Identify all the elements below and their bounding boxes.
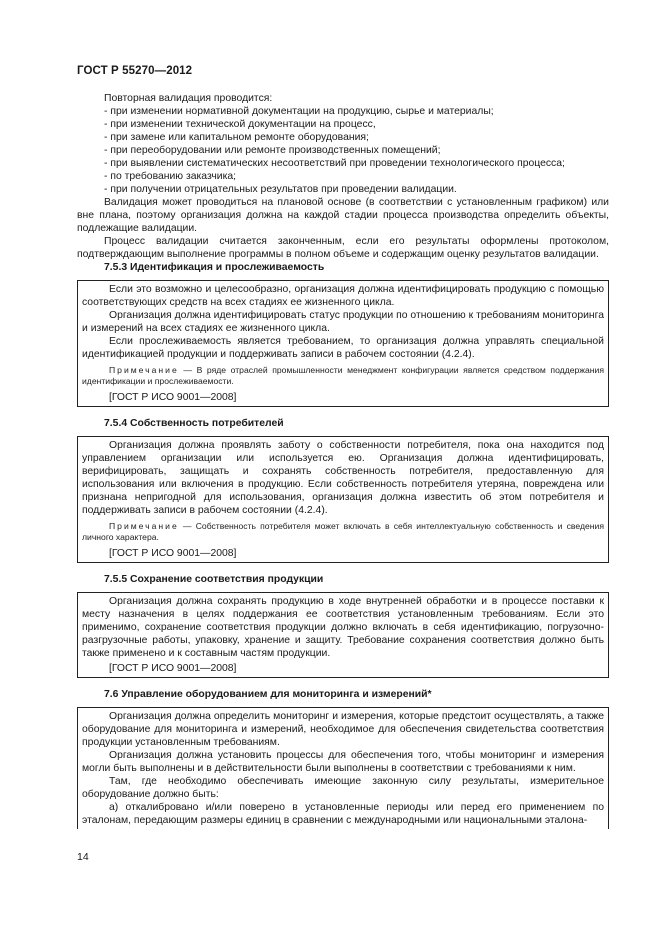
- document-header: ГОСТ Р 55270—2012: [77, 65, 193, 77]
- list-item: - при выявлении систематических несоответствий при проведении технологического процесса;: [104, 158, 565, 169]
- note-text: — В ряде отраслей промышленности менеджмент конфигурации является средством поддержания идентификации и прослеживаемости.: [82, 365, 604, 386]
- list-item: - при замене или капитальном ремонте оборудования;: [104, 132, 369, 143]
- paragraph: Организация должна сохранять продукцию в ходе внутренней обработки и в процессе поставки к месту назначения в целях поддержания ее соответствия установленным требованиям. Если это применимо, сохранение соответствия продукции должно включать в себя идентификацию, погрузочно-разгрузочные работы, упаковку, хранение и защиту. Требование сохранения соответствия должно быть также применено и к составным частям продукции.: [82, 596, 604, 659]
- quote-box-7-6: [77, 707, 609, 829]
- section-heading-7-5-5: 7.5.5 Сохранение соответствия продукции: [104, 574, 324, 585]
- list-item: - при изменении технической документации на процесс,: [104, 119, 376, 130]
- quote-box-7-5-3: [77, 280, 609, 407]
- note: [82, 365, 604, 387]
- section-heading-7-5-3: 7.5.3 Идентификация и прослеживаемость: [104, 262, 325, 273]
- paragraph: Организация должна установить процессы для обеспечения того, чтобы мониторинг и измерения могли быть выполнены и в действительности были выполнены в соответствии с требованиями к ним.: [82, 750, 604, 774]
- quote-box-7-5-5: [77, 592, 609, 678]
- intro-lead: Повторная валидация проводится:: [104, 93, 273, 104]
- intro-paragraph: Валидация может проводиться на плановой основе (в соответствии с установленным графиком) или вне плана, поэтому организация должна на каждой стадии процесса производства определить объекты, подлежащие валидации.: [77, 197, 609, 234]
- intro-paragraph: Процесс валидации считается законченным, если его результаты оформлены протоколом, подтверждающим выполнение программы в полном объеме и содержащим оценку результатов валидации.: [77, 236, 609, 260]
- paragraph: Организация должна проявлять заботу о собственности потребителя, пока она находится под управлением организации или используется ею. Организация должна идентифицировать, верифицировать, защищать и сохранять собственность потребителя, предоставленную для использования или включения в продукцию. Если собственность потребителя утеряна, повреждена или признана непригодной для использования, организация должна известить об этом потребителя и поддерживать записи в рабочем состоянии (4.2.4).: [82, 440, 604, 516]
- page-number: 14: [77, 851, 89, 863]
- paragraph: а) откалибровано и/или поверено в установленные периоды или перед его применением по эталонам, передающим размеры единиц в сравнении с международными или национальными эталона-: [82, 802, 604, 826]
- paragraph: Если прослеживаемость является требованием, то организация должна управлять специальной идентификацией продукции и поддерживать записи в рабочем состоянии (4.2.4).: [82, 336, 604, 360]
- note-label: Примечание: [109, 521, 179, 531]
- standard-reference: [ГОСТ Р ИСО 9001—2008]: [109, 392, 237, 403]
- list-item: - по требованию заказчика;: [104, 171, 237, 182]
- quote-box-7-5-4: [77, 436, 609, 563]
- paragraph: Если это возможно и целесообразно, организация должна идентифицировать продукцию с помощью соответствующих средств на всех стадиях ее жизненного цикла.: [82, 284, 604, 308]
- page-content: [77, 92, 609, 829]
- section-heading-7-5-4: 7.5.4 Собственность потребителей: [104, 418, 284, 429]
- list-item: - при изменении нормативной документации на продукцию, сырье и материалы;: [104, 106, 494, 117]
- standard-reference: [ГОСТ Р ИСО 9001—2008]: [109, 663, 237, 674]
- list-item: - при переоборудовании или ремонте производственных помещений;: [104, 145, 441, 156]
- list-item: - при получении отрицательных результатов при проведении валидации.: [104, 184, 457, 195]
- note-label: Примечание: [109, 365, 179, 375]
- note: [82, 521, 604, 543]
- note-text: — Собственность потребителя может включать в себя интеллектуальную собственность и сведения личного характера.: [82, 521, 604, 542]
- paragraph: Организация должна идентифицировать статус продукции по отношению к требованиям мониторинга и измерений на всех стадиях ее жизненного цикла.: [82, 310, 604, 334]
- paragraph: Там, где необходимо обеспечивать имеющие законную силу результаты, измерительное оборудование должно быть:: [82, 776, 604, 800]
- paragraph: Организация должна определить мониторинг и измерения, которые предстоит осуществлять, а также оборудование для мониторинга и измерений, необходимое для обеспечения свидетельства соответствия продукции установленным требованиям.: [82, 711, 604, 748]
- section-heading-7-6: 7.6 Управление оборудованием для мониторинга и измерений*: [104, 689, 432, 700]
- standard-reference: [ГОСТ Р ИСО 9001—2008]: [109, 548, 237, 559]
